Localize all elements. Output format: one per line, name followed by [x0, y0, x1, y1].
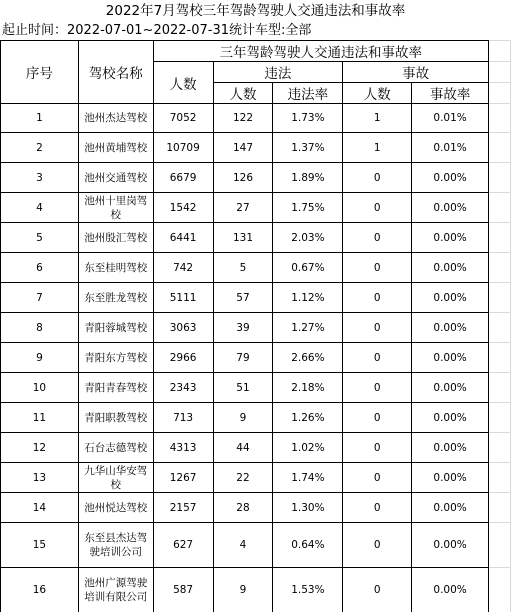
- table-row: [1, 373, 511, 403]
- cell-violation-count[interactable]: 5: [213, 253, 273, 283]
- cell-accident-count[interactable]: 0: [343, 313, 412, 343]
- table-row: [1, 313, 511, 343]
- cell-violation-count[interactable]: 4: [213, 523, 273, 568]
- cell-violation-count[interactable]: 22: [213, 463, 273, 493]
- cell-seq[interactable]: 12: [1, 433, 79, 463]
- table-row: [1, 343, 511, 373]
- cell-violation-rate[interactable]: 1.74%: [273, 463, 343, 493]
- table-row: [1, 568, 511, 612]
- cell-accident-rate[interactable]: 0.01%: [412, 133, 489, 163]
- cell-violation-count[interactable]: 28: [213, 493, 273, 523]
- cell-school-name[interactable]: 青阳职教驾校: [78, 403, 153, 433]
- empty-cell[interactable]: [489, 41, 511, 62]
- cell-accident-count[interactable]: 0: [343, 193, 412, 223]
- cell-seq[interactable]: 15: [1, 523, 79, 568]
- cell-people[interactable]: 627: [153, 523, 213, 568]
- cell-violation-rate[interactable]: 1.75%: [273, 193, 343, 223]
- table-row: [1, 104, 511, 133]
- cell-accident-rate[interactable]: 0.00%: [412, 568, 489, 612]
- cell-violation-count[interactable]: 126: [213, 163, 273, 193]
- header-accident-rate[interactable]: 事故率: [412, 83, 489, 104]
- cell-violation-rate[interactable]: 2.03%: [273, 223, 343, 253]
- cell-violation-rate[interactable]: 2.66%: [273, 343, 343, 373]
- header-violation-count[interactable]: 人数: [213, 83, 273, 104]
- cell-people[interactable]: 6679: [153, 163, 213, 193]
- cell-people[interactable]: 4313: [153, 433, 213, 463]
- table-row: [1, 253, 511, 283]
- cell-school-name[interactable]: 青阳青春驾校: [78, 373, 153, 403]
- empty-cell[interactable]: [489, 568, 511, 612]
- cell-seq[interactable]: 4: [1, 193, 79, 223]
- cell-seq[interactable]: 10: [1, 373, 79, 403]
- cell-seq[interactable]: 5: [1, 223, 79, 253]
- empty-cell[interactable]: [489, 373, 511, 403]
- cell-violation-rate[interactable]: 1.26%: [273, 403, 343, 433]
- cell-seq[interactable]: 16: [1, 568, 79, 612]
- cell-school-name[interactable]: 池州广源驾驶培训有限公司: [78, 568, 153, 612]
- cell-accident-rate[interactable]: 0.00%: [412, 463, 489, 493]
- table-row: [1, 523, 511, 568]
- cell-accident-rate[interactable]: 0.00%: [412, 253, 489, 283]
- cell-school-name[interactable]: 池州杰达驾校: [78, 104, 153, 133]
- report-title: 2022年7月驾校三年驾龄驾驶人交通违法和事故率: [105, 3, 406, 19]
- cell-school-name[interactable]: 池州黄埔驾校: [78, 133, 153, 163]
- cell-violation-count[interactable]: 9: [213, 403, 273, 433]
- cell-seq[interactable]: 6: [1, 253, 79, 283]
- cell-violation-count[interactable]: 122: [213, 104, 273, 133]
- cell-violation-count[interactable]: 27: [213, 193, 273, 223]
- header-accident[interactable]: 事故: [343, 62, 489, 83]
- cell-school-name[interactable]: 东至胜龙驾校: [78, 283, 153, 313]
- cell-people[interactable]: 587: [153, 568, 213, 612]
- cell-school-name[interactable]: 池州交通驾校: [78, 163, 153, 193]
- report-table-body: [1, 41, 511, 612]
- cell-accident-count[interactable]: 0: [343, 403, 412, 433]
- cell-violation-count[interactable]: 44: [213, 433, 273, 463]
- cell-accident-rate[interactable]: 0.00%: [412, 283, 489, 313]
- table-row: [1, 193, 511, 223]
- cell-accident-count[interactable]: 0: [343, 523, 412, 568]
- cell-seq[interactable]: 14: [1, 493, 79, 523]
- cell-violation-rate[interactable]: 1.30%: [273, 493, 343, 523]
- header-group[interactable]: 三年驾龄驾驶人交通违法和事故率: [153, 41, 488, 62]
- cell-violation-rate[interactable]: 1.89%: [273, 163, 343, 193]
- table-row: [1, 463, 511, 493]
- cell-school-name[interactable]: 九华山华安驾校: [78, 463, 153, 493]
- empty-cell[interactable]: [489, 163, 511, 193]
- cell-seq[interactable]: 3: [1, 163, 79, 193]
- cell-people[interactable]: 7052: [153, 104, 213, 133]
- cell-violation-rate[interactable]: 1.73%: [273, 104, 343, 133]
- cell-school-name[interactable]: 东至县杰达驾驶培训公司: [78, 523, 153, 568]
- cell-violation-rate[interactable]: 2.18%: [273, 373, 343, 403]
- cell-accident-count[interactable]: 0: [343, 463, 412, 493]
- header-school[interactable]: 驾校名称: [78, 41, 153, 104]
- cell-accident-count[interactable]: 0: [343, 568, 412, 612]
- cell-accident-count[interactable]: 0: [343, 283, 412, 313]
- cell-seq[interactable]: 7: [1, 283, 79, 313]
- cell-seq[interactable]: 2: [1, 133, 79, 163]
- cell-accident-rate[interactable]: 0.00%: [412, 493, 489, 523]
- cell-violation-rate[interactable]: 1.53%: [273, 568, 343, 612]
- table-row: [1, 433, 511, 463]
- cell-seq[interactable]: 8: [1, 313, 79, 343]
- empty-cell[interactable]: [489, 83, 511, 104]
- cell-accident-rate[interactable]: 0.00%: [412, 343, 489, 373]
- cell-school-name[interactable]: 池州悦达驾校: [78, 493, 153, 523]
- table-row: [1, 223, 511, 253]
- cell-violation-count[interactable]: 51: [213, 373, 273, 403]
- cell-accident-count[interactable]: 0: [343, 163, 412, 193]
- cell-violation-count[interactable]: 147: [213, 133, 273, 163]
- empty-cell[interactable]: [489, 403, 511, 433]
- cell-accident-count[interactable]: 1: [343, 133, 412, 163]
- table-row: [1, 163, 511, 193]
- cell-violation-count[interactable]: 9: [213, 568, 273, 612]
- cell-accident-rate[interactable]: 0.00%: [412, 433, 489, 463]
- cell-accident-count[interactable]: 0: [343, 253, 412, 283]
- cell-school-name[interactable]: 青阳东方驾校: [78, 343, 153, 373]
- cell-people[interactable]: 6441: [153, 223, 213, 253]
- empty-cell[interactable]: [489, 62, 511, 83]
- cell-accident-count[interactable]: 1: [343, 104, 412, 133]
- cell-people[interactable]: 742: [153, 253, 213, 283]
- table-row: [1, 493, 511, 523]
- cell-school-name[interactable]: 青阳蓉城驾校: [78, 313, 153, 343]
- empty-cell[interactable]: [489, 104, 511, 133]
- header-violation-rate[interactable]: 违法率: [273, 83, 343, 104]
- cell-seq[interactable]: 9: [1, 343, 79, 373]
- cell-accident-count[interactable]: 0: [343, 373, 412, 403]
- header-seq[interactable]: 序号: [1, 41, 79, 104]
- cell-violation-rate[interactable]: 1.02%: [273, 433, 343, 463]
- table-row: [1, 403, 511, 433]
- cell-violation-count[interactable]: 57: [213, 283, 273, 313]
- empty-cell[interactable]: [489, 493, 511, 523]
- empty-cell[interactable]: [489, 253, 511, 283]
- cell-accident-rate[interactable]: 0.00%: [412, 313, 489, 343]
- empty-cell[interactable]: [489, 523, 511, 568]
- empty-cell[interactable]: [489, 463, 511, 493]
- cell-violation-rate[interactable]: 1.27%: [273, 313, 343, 343]
- cell-accident-count[interactable]: 0: [343, 343, 412, 373]
- cell-people[interactable]: 10709: [153, 133, 213, 163]
- cell-accident-rate[interactable]: 0.00%: [412, 223, 489, 253]
- header-people[interactable]: 人数: [153, 62, 213, 104]
- cell-school-name[interactable]: 池州殷汇驾校: [78, 223, 153, 253]
- cell-people[interactable]: 2157: [153, 493, 213, 523]
- cell-people[interactable]: 713: [153, 403, 213, 433]
- cell-accident-count[interactable]: 0: [343, 433, 412, 463]
- empty-cell[interactable]: [489, 433, 511, 463]
- cell-accident-rate[interactable]: 0.01%: [412, 104, 489, 133]
- cell-accident-rate[interactable]: 0.00%: [412, 193, 489, 223]
- empty-cell[interactable]: [489, 223, 511, 253]
- cell-seq[interactable]: 13: [1, 463, 79, 493]
- cell-accident-rate[interactable]: 0.00%: [412, 523, 489, 568]
- header-accident-count[interactable]: 人数: [343, 83, 412, 104]
- cell-school-name[interactable]: 池州十里岗驾校: [78, 193, 153, 223]
- empty-cell[interactable]: [489, 193, 511, 223]
- report-table: [0, 40, 511, 612]
- cell-school-name[interactable]: 东至桂明驾校: [78, 253, 153, 283]
- cell-violation-rate[interactable]: 0.67%: [273, 253, 343, 283]
- cell-violation-rate[interactable]: 0.64%: [273, 523, 343, 568]
- cell-accident-count[interactable]: 0: [343, 223, 412, 253]
- empty-cell[interactable]: [489, 133, 511, 163]
- table-row: [1, 133, 511, 163]
- cell-violation-count[interactable]: 131: [213, 223, 273, 253]
- cell-accident-rate[interactable]: 0.00%: [412, 163, 489, 193]
- cell-people[interactable]: 5111: [153, 283, 213, 313]
- cell-violation-count[interactable]: 39: [213, 313, 273, 343]
- table-row: [1, 283, 511, 313]
- cell-people[interactable]: 2966: [153, 343, 213, 373]
- empty-cell[interactable]: [489, 283, 511, 313]
- cell-accident-count[interactable]: 0: [343, 493, 412, 523]
- cell-violation-rate[interactable]: 1.37%: [273, 133, 343, 163]
- cell-seq[interactable]: 11: [1, 403, 79, 433]
- cell-violation-rate[interactable]: 1.12%: [273, 283, 343, 313]
- cell-seq[interactable]: 1: [1, 104, 79, 133]
- report-subtitle: 起止时间：2022-07-01~2022-07-31统计车型:全部: [2, 23, 312, 38]
- header-violation[interactable]: 违法: [213, 62, 343, 83]
- cell-people[interactable]: 1267: [153, 463, 213, 493]
- cell-accident-rate[interactable]: 0.00%: [412, 373, 489, 403]
- cell-people[interactable]: 1542: [153, 193, 213, 223]
- cell-school-name[interactable]: 石台志德驾校: [78, 433, 153, 463]
- cell-people[interactable]: 2343: [153, 373, 213, 403]
- cell-people[interactable]: 3063: [153, 313, 213, 343]
- empty-cell[interactable]: [489, 313, 511, 343]
- empty-cell[interactable]: [489, 343, 511, 373]
- cell-accident-rate[interactable]: 0.00%: [412, 403, 489, 433]
- cell-violation-count[interactable]: 79: [213, 343, 273, 373]
